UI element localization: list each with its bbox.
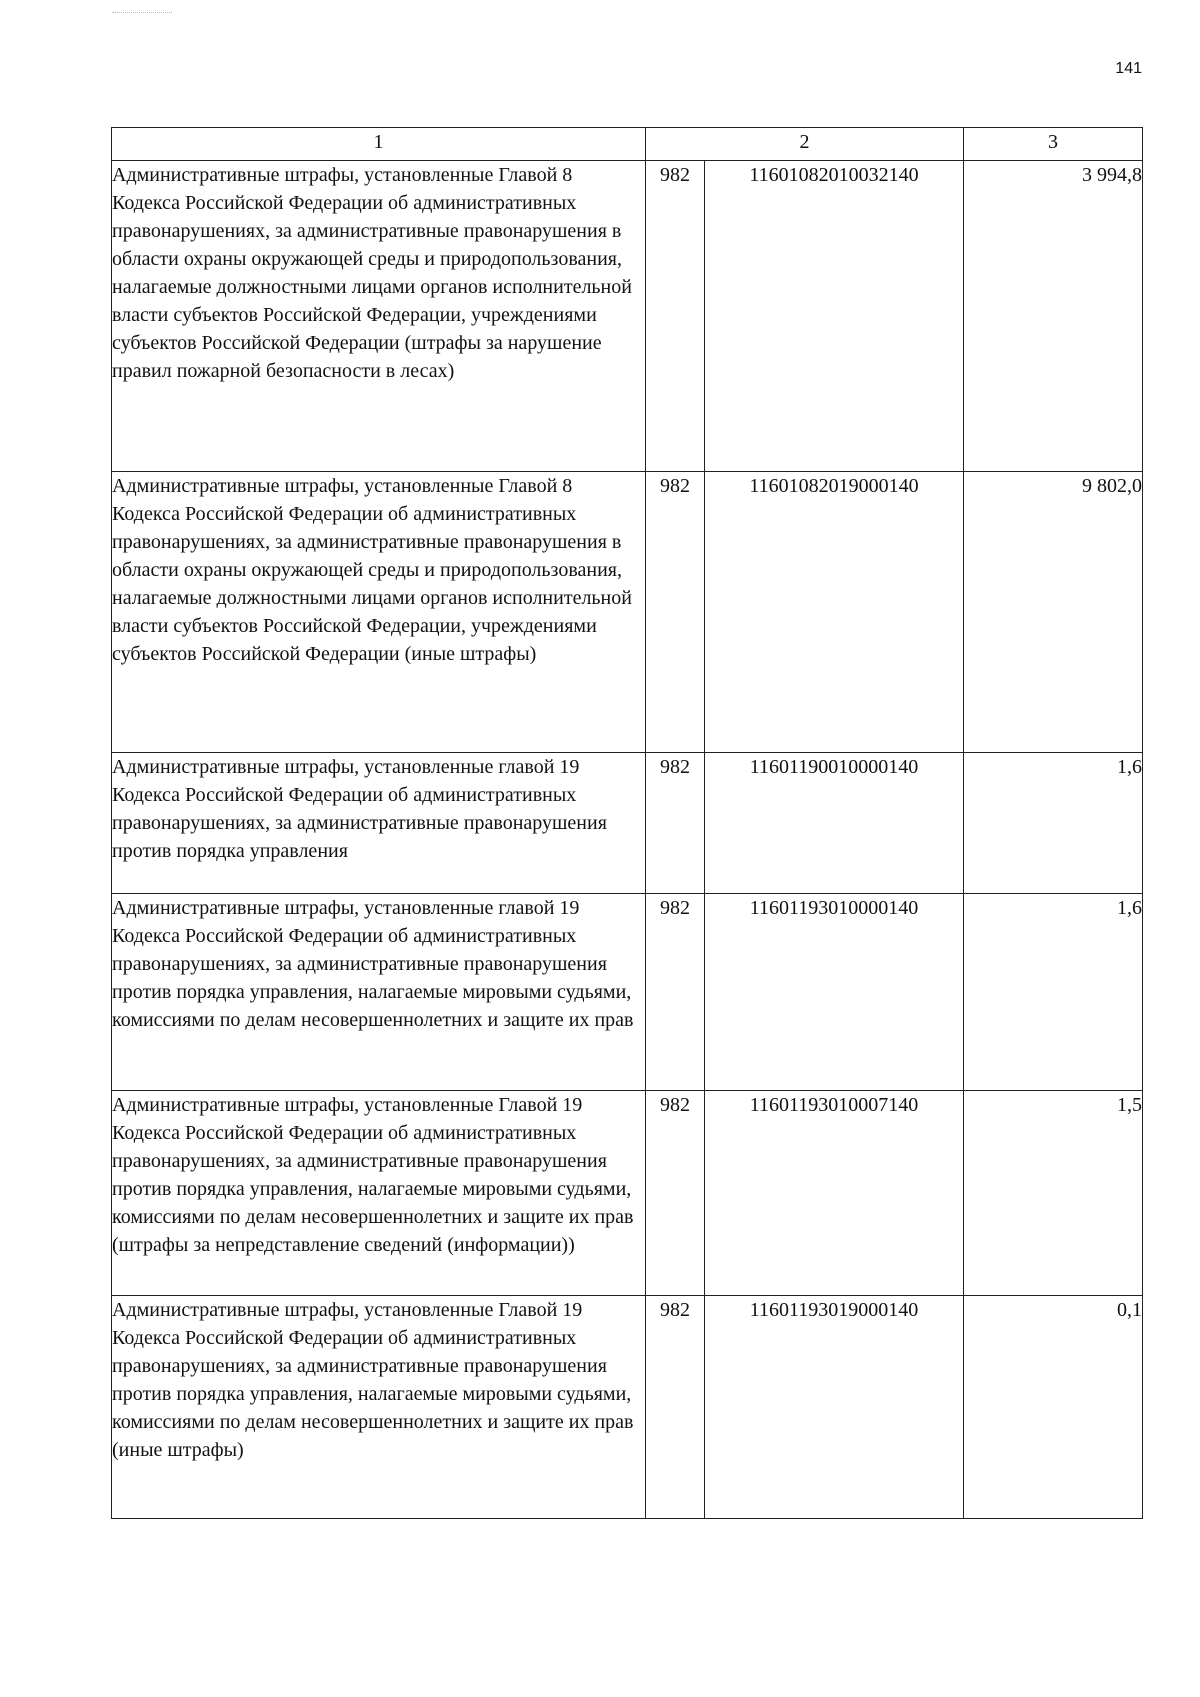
table-row	[112, 894, 1143, 1091]
row-description: Административные штрафы, установленные главой 19 Кодекса Российской Федерации об административных правонарушениях, за административные правонарушения против порядка управления, налагаемые мировыми судьями, комиссиями по делам несовершеннолетних и защите их прав	[112, 894, 646, 1091]
row-admin-code: 982	[646, 161, 705, 472]
row-budget-code: 11601082019000140	[705, 472, 964, 753]
table-row	[112, 753, 1143, 894]
row-amount: 9 802,0	[964, 472, 1143, 753]
table-header-row	[112, 128, 1143, 161]
row-budget-code: 11601193019000140	[705, 1296, 964, 1519]
row-admin-code: 982	[646, 753, 705, 894]
header-col-3: 3	[964, 128, 1143, 161]
row-amount: 1,5	[964, 1091, 1143, 1296]
budget-table	[111, 127, 1143, 1519]
page-number: 141	[1115, 60, 1142, 77]
row-budget-code: 11601193010007140	[705, 1091, 964, 1296]
row-description: Административные штрафы, установленные Главой 19 Кодекса Российской Федерации об административных правонарушениях, за административные правонарушения против порядка управления, налагаемые мировыми судьями, комиссиями по делам несовершеннолетних и защите их прав (штрафы за непредставление сведений (информации))	[112, 1091, 646, 1296]
row-description: Административные штрафы, установленные главой 19 Кодекса Российской Федерации об административных правонарушениях, за административные правонарушения против порядка управления	[112, 753, 646, 894]
row-admin-code: 982	[646, 472, 705, 753]
row-amount: 1,6	[964, 894, 1143, 1091]
row-admin-code: 982	[646, 894, 705, 1091]
row-admin-code: 982	[646, 1296, 705, 1519]
row-amount: 1,6	[964, 753, 1143, 894]
scan-artifact	[112, 12, 172, 27]
row-description: Административные штрафы, установленные Главой 8 Кодекса Российской Федерации об административных правонарушениях, за административные правонарушения в области охраны окружающей среды и природопользования, налагаемые должностными лицами органов исполнительной власти субъектов Российской Федерации, учреждениями субъектов Российской Федерации (штрафы за нарушение правил пожарной безопасности в лесах)	[112, 161, 646, 472]
table-row	[112, 161, 1143, 472]
row-budget-code: 11601190010000140	[705, 753, 964, 894]
table-row	[112, 472, 1143, 753]
row-amount: 3 994,8	[964, 161, 1143, 472]
table-row	[112, 1091, 1143, 1296]
row-amount: 0,1	[964, 1296, 1143, 1519]
row-description: Административные штрафы, установленные Главой 8 Кодекса Российской Федерации об административных правонарушениях, за административные правонарушения в области охраны окружающей среды и природопользования, налагаемые должностными лицами органов исполнительной власти субъектов Российской Федерации, учреждениями субъектов Российской Федерации (иные штрафы)	[112, 472, 646, 753]
row-budget-code: 11601193010000140	[705, 894, 964, 1091]
row-admin-code: 982	[646, 1091, 705, 1296]
header-col-1: 1	[112, 128, 646, 161]
row-description: Административные штрафы, установленные Главой 19 Кодекса Российской Федерации об административных правонарушениях, за административные правонарушения против порядка управления, налагаемые мировыми судьями, комиссиями по делам несовершеннолетних и защите их прав (иные штрафы)	[112, 1296, 646, 1519]
row-budget-code: 11601082010032140	[705, 161, 964, 472]
table-row	[112, 1296, 1143, 1519]
header-col-2: 2	[646, 128, 964, 161]
